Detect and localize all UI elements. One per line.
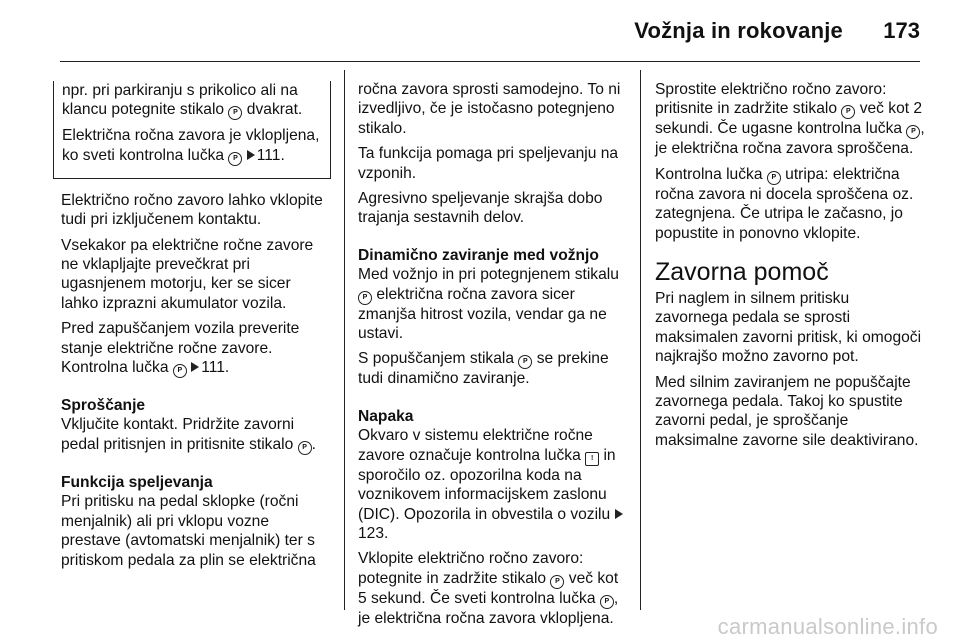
paragraph: Vsekakor pa električne ročne zavore ne vklapljajte prevečkrat pri ugasnjenem motorju, ker se sicer lahko izprazni akumulator vozila. — [61, 236, 314, 312]
subheading-fault: Napaka — [358, 407, 414, 425]
paragraph: Pri naglem in silnem pritisku zavornega pedala se sprosti maksimalen zavorni pritisk, ki omogoči najkrajšo možno zavorno pot. — [655, 290, 922, 366]
paragraph: Kontrolna lučka P utripa: električna ročna zavora ni docela sproščena oz. zategnjena. Če utripa le začasno, jo popustite in ponovno vklopite. — [655, 165, 914, 242]
column-divider-left — [344, 70, 345, 610]
parking-brake-icon: P — [518, 355, 532, 369]
note-paragraph-1: npr. pri parkiranju s prikolico ali na klancu potegnite stikalo P dvakrat. — [62, 82, 303, 119]
reference-arrow-icon — [615, 509, 623, 519]
parking-brake-icon: P — [358, 291, 372, 305]
paragraph: Električno ročno zavoro lahko vklopite tudi pri izključenem kontaktu. — [61, 191, 323, 229]
paragraph: Pred zapuščanjem vozila preverite stanje električne ročne zavore. Kontrolna lučka P 111. — [61, 320, 300, 377]
reference-arrow-icon — [191, 362, 199, 372]
header-divider — [60, 61, 920, 62]
paragraph: Vključite kontakt. Pridržite zavorni pedal pritisnjen in pritisnite stikalo P . — [61, 416, 316, 453]
paragraph: ročna zavora sprosti samodejno. To ni izvedljivo, če je istočasno potegnjeno stikalo. — [358, 81, 621, 137]
watermark: carmanualsonline.info — [717, 614, 938, 639]
column-2 — [358, 80, 628, 634]
parking-brake-icon: P — [841, 105, 855, 119]
parking-brake-icon: P — [298, 441, 312, 455]
paragraph: S popuščanjem stikala P se prekine tudi dinamično zaviranje. — [358, 350, 609, 388]
page-number: 173 — [883, 18, 920, 43]
parking-brake-icon: P — [767, 171, 781, 185]
paragraph: Ta funkcija pomaga pri speljevanju na vzponih. — [358, 145, 619, 182]
paragraph: Pri pritisku na pedal sklopke (ročni menjalnik) ali pri vklopu vozne prestave (avtomatski menjalnik) ter s pritiskom pedala za plin se električna — [61, 493, 316, 569]
column-1 — [61, 81, 331, 576]
subheading-dynamic-braking: Dinamično zaviranje med vožnjo — [358, 246, 599, 264]
parking-brake-icon: P — [228, 152, 242, 166]
brake-warning-icon: ! — [585, 452, 599, 466]
note-box — [53, 81, 331, 179]
column-3 — [655, 80, 925, 456]
paragraph: Med vožnjo in pri potegnjenem stikalu P električna ročna zavora sicer zmanjša hitrost vozila, vendar ga ne ustavi. — [358, 266, 619, 343]
column-divider-right — [640, 70, 641, 610]
paragraph: Vklopite električno ročno zavoro: potegnite in zadržite stikalo P več kot 5 sekund. Če sveti kontrolna lučka P , je električna ročna zavora vklopljena. — [358, 550, 619, 627]
section-title-brake-assist: Zavorna pomoč — [655, 258, 829, 287]
parking-brake-icon: P — [600, 595, 614, 609]
reference-arrow-icon — [247, 150, 255, 160]
parking-brake-icon: P — [906, 125, 920, 139]
parking-brake-icon: P — [173, 364, 187, 378]
page-title: Vožnja in rokovanje — [634, 18, 843, 43]
subheading-drive-away: Funkcija speljevanja — [61, 473, 213, 491]
paragraph: Agresivno speljevanje skrajša dobo trajanja sestavnih delov. — [358, 190, 603, 227]
parking-brake-icon: P — [550, 575, 564, 589]
parking-brake-icon: P — [228, 106, 242, 120]
subheading-release: Sproščanje — [61, 397, 146, 415]
paragraph: Med silnim zaviranjem ne popuščajte zavornega pedala. Takoj ko spustite zavorni pedal, je sproščanje maksimalne zavorne sile deaktivirano. — [655, 373, 919, 449]
paragraph: Okvaro v sistemu električne ročne zavore označuje kontrolna lučka ! in sporočilo oz. opozorilna koda na voznikovem informacijskem zaslonu (DIC). Opozorila in obvestila o vozilu 123. — [358, 426, 628, 543]
paragraph: Sprostite električno ročno zavoro: pritisnite in zadržite stikalo P več kot 2 sekundi. Če ugasne kontrolna lučka P , je električna ročna zavora sproščena. — [655, 81, 925, 158]
page-header — [0, 0, 960, 60]
note-paragraph-2: Električna ročna zavora je vklopljena, ko sveti kontrolna lučka P 111. — [62, 127, 320, 164]
